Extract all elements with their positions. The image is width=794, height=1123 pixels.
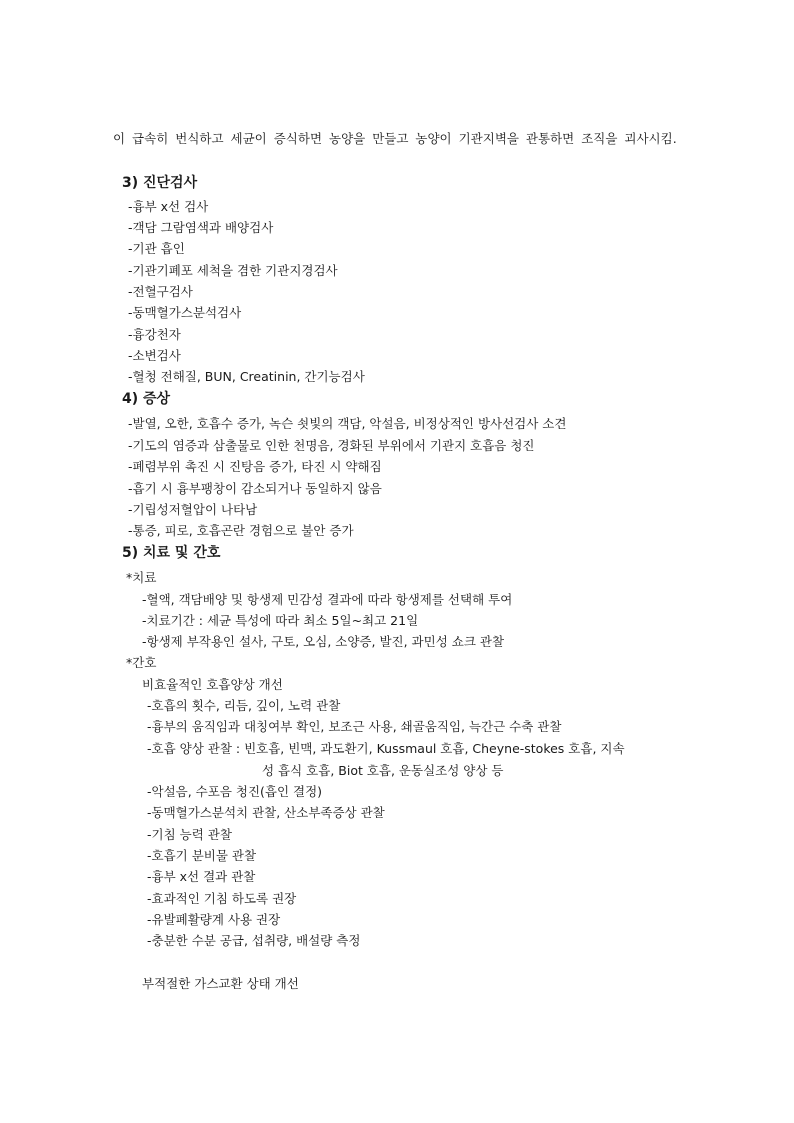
list-item-continuation: 성 흡식 호흡, Biot 호흡, 운동실조성 양상 등 — [262, 763, 504, 778]
list-item: -발열, 오한, 호흡수 증가, 녹슨 쇳빛의 객담, 악설음, 비정상적인 방사선검사 소견 — [128, 416, 567, 431]
list-item: -기관 흡인 — [128, 241, 185, 256]
list-item: -전혈구검사 — [128, 284, 193, 299]
list-item: -치료기간 : 세균 특성에 따라 최소 5일~최고 21일 — [142, 613, 419, 628]
list-item: -기도의 염증과 삼출물로 인한 천명음, 경화된 부위에서 기관지 호흡음 청진 — [128, 438, 535, 453]
breathing-subtitle: 비효율적인 호흡양상 개선 — [142, 677, 283, 692]
list-item: -혈청 전해질, BUN, Creatinin, 간기능검사 — [128, 369, 365, 384]
list-item: -폐렴부위 촉진 시 진탕음 증가, 타진 시 약해짐 — [128, 459, 382, 474]
list-item: -흉부 x선 결과 관찰 — [147, 869, 256, 884]
list-item: -흉부 x선 검사 — [128, 199, 209, 214]
list-item: -통증, 피로, 호흡곤란 경험으로 불안 증가 — [128, 523, 354, 538]
treatment-heading: 5) 치료 및 간호 — [122, 545, 221, 561]
list-item: -흉부의 움직임과 대칭여부 확인, 보조근 사용, 쇄골움직임, 늑간근 수축 관찰 — [147, 719, 562, 734]
list-item: -호흡기 분비물 관찰 — [147, 848, 257, 863]
list-item: -효과적인 기침 하도록 권장 — [147, 891, 297, 906]
list-item: -흉강천자 — [128, 327, 181, 342]
list-item: -흡기 시 흉부팽창이 감소되거나 동일하지 않음 — [128, 481, 382, 496]
list-item: -유발폐활량계 사용 권장 — [147, 912, 281, 927]
list-item: -혈액, 객담배양 및 항생제 민감성 결과에 따라 항생제를 선택해 투여 — [142, 592, 513, 607]
list-item: -소변검사 — [128, 348, 181, 363]
list-item: -동맥혈가스분석치 관찰, 산소부족증상 관찰 — [147, 805, 385, 820]
symptoms-heading: 4) 증상 — [122, 391, 171, 407]
list-item: -기관기폐포 세척을 겸한 기관지경검사 — [128, 263, 338, 278]
list-item: -객담 그람염색과 배양검사 — [128, 220, 274, 235]
list-item: -충분한 수분 공급, 섭취량, 배설량 측정 — [147, 933, 361, 948]
list-item: -악설음, 수포음 청진(흡인 결정) — [147, 784, 323, 799]
list-item: -기립성저혈압이 나타남 — [128, 502, 258, 517]
list-item: -동맥혈가스분석검사 — [128, 305, 242, 320]
nursing-label: *간호 — [126, 655, 157, 670]
list-item: -항생제 부작용인 설사, 구토, 오심, 소양증, 발진, 과민성 쇼크 관찰 — [142, 634, 505, 649]
therapy-label: *치료 — [126, 570, 157, 585]
list-item: -기침 능력 관찰 — [147, 827, 232, 842]
intro-paragraph: 이 급속히 번식하고 세균이 증식하면 농양을 만들고 농양이 기관지벽을 관통하면 조직을 괴사시킴. — [113, 131, 677, 146]
gas-exchange-subtitle: 부적절한 가스교환 상태 개선 — [142, 976, 299, 991]
list-item: -호흡의 횟수, 리듬, 깊이, 노력 관찰 — [147, 698, 341, 713]
list-item: -호흡 양상 관찰 : 빈호흡, 빈맥, 과도환기, Kussmaul 호흡, Cheyne-stokes 호흡, 지속 — [147, 741, 625, 756]
diagnosis-heading: 3) 진단검사 — [122, 175, 198, 191]
